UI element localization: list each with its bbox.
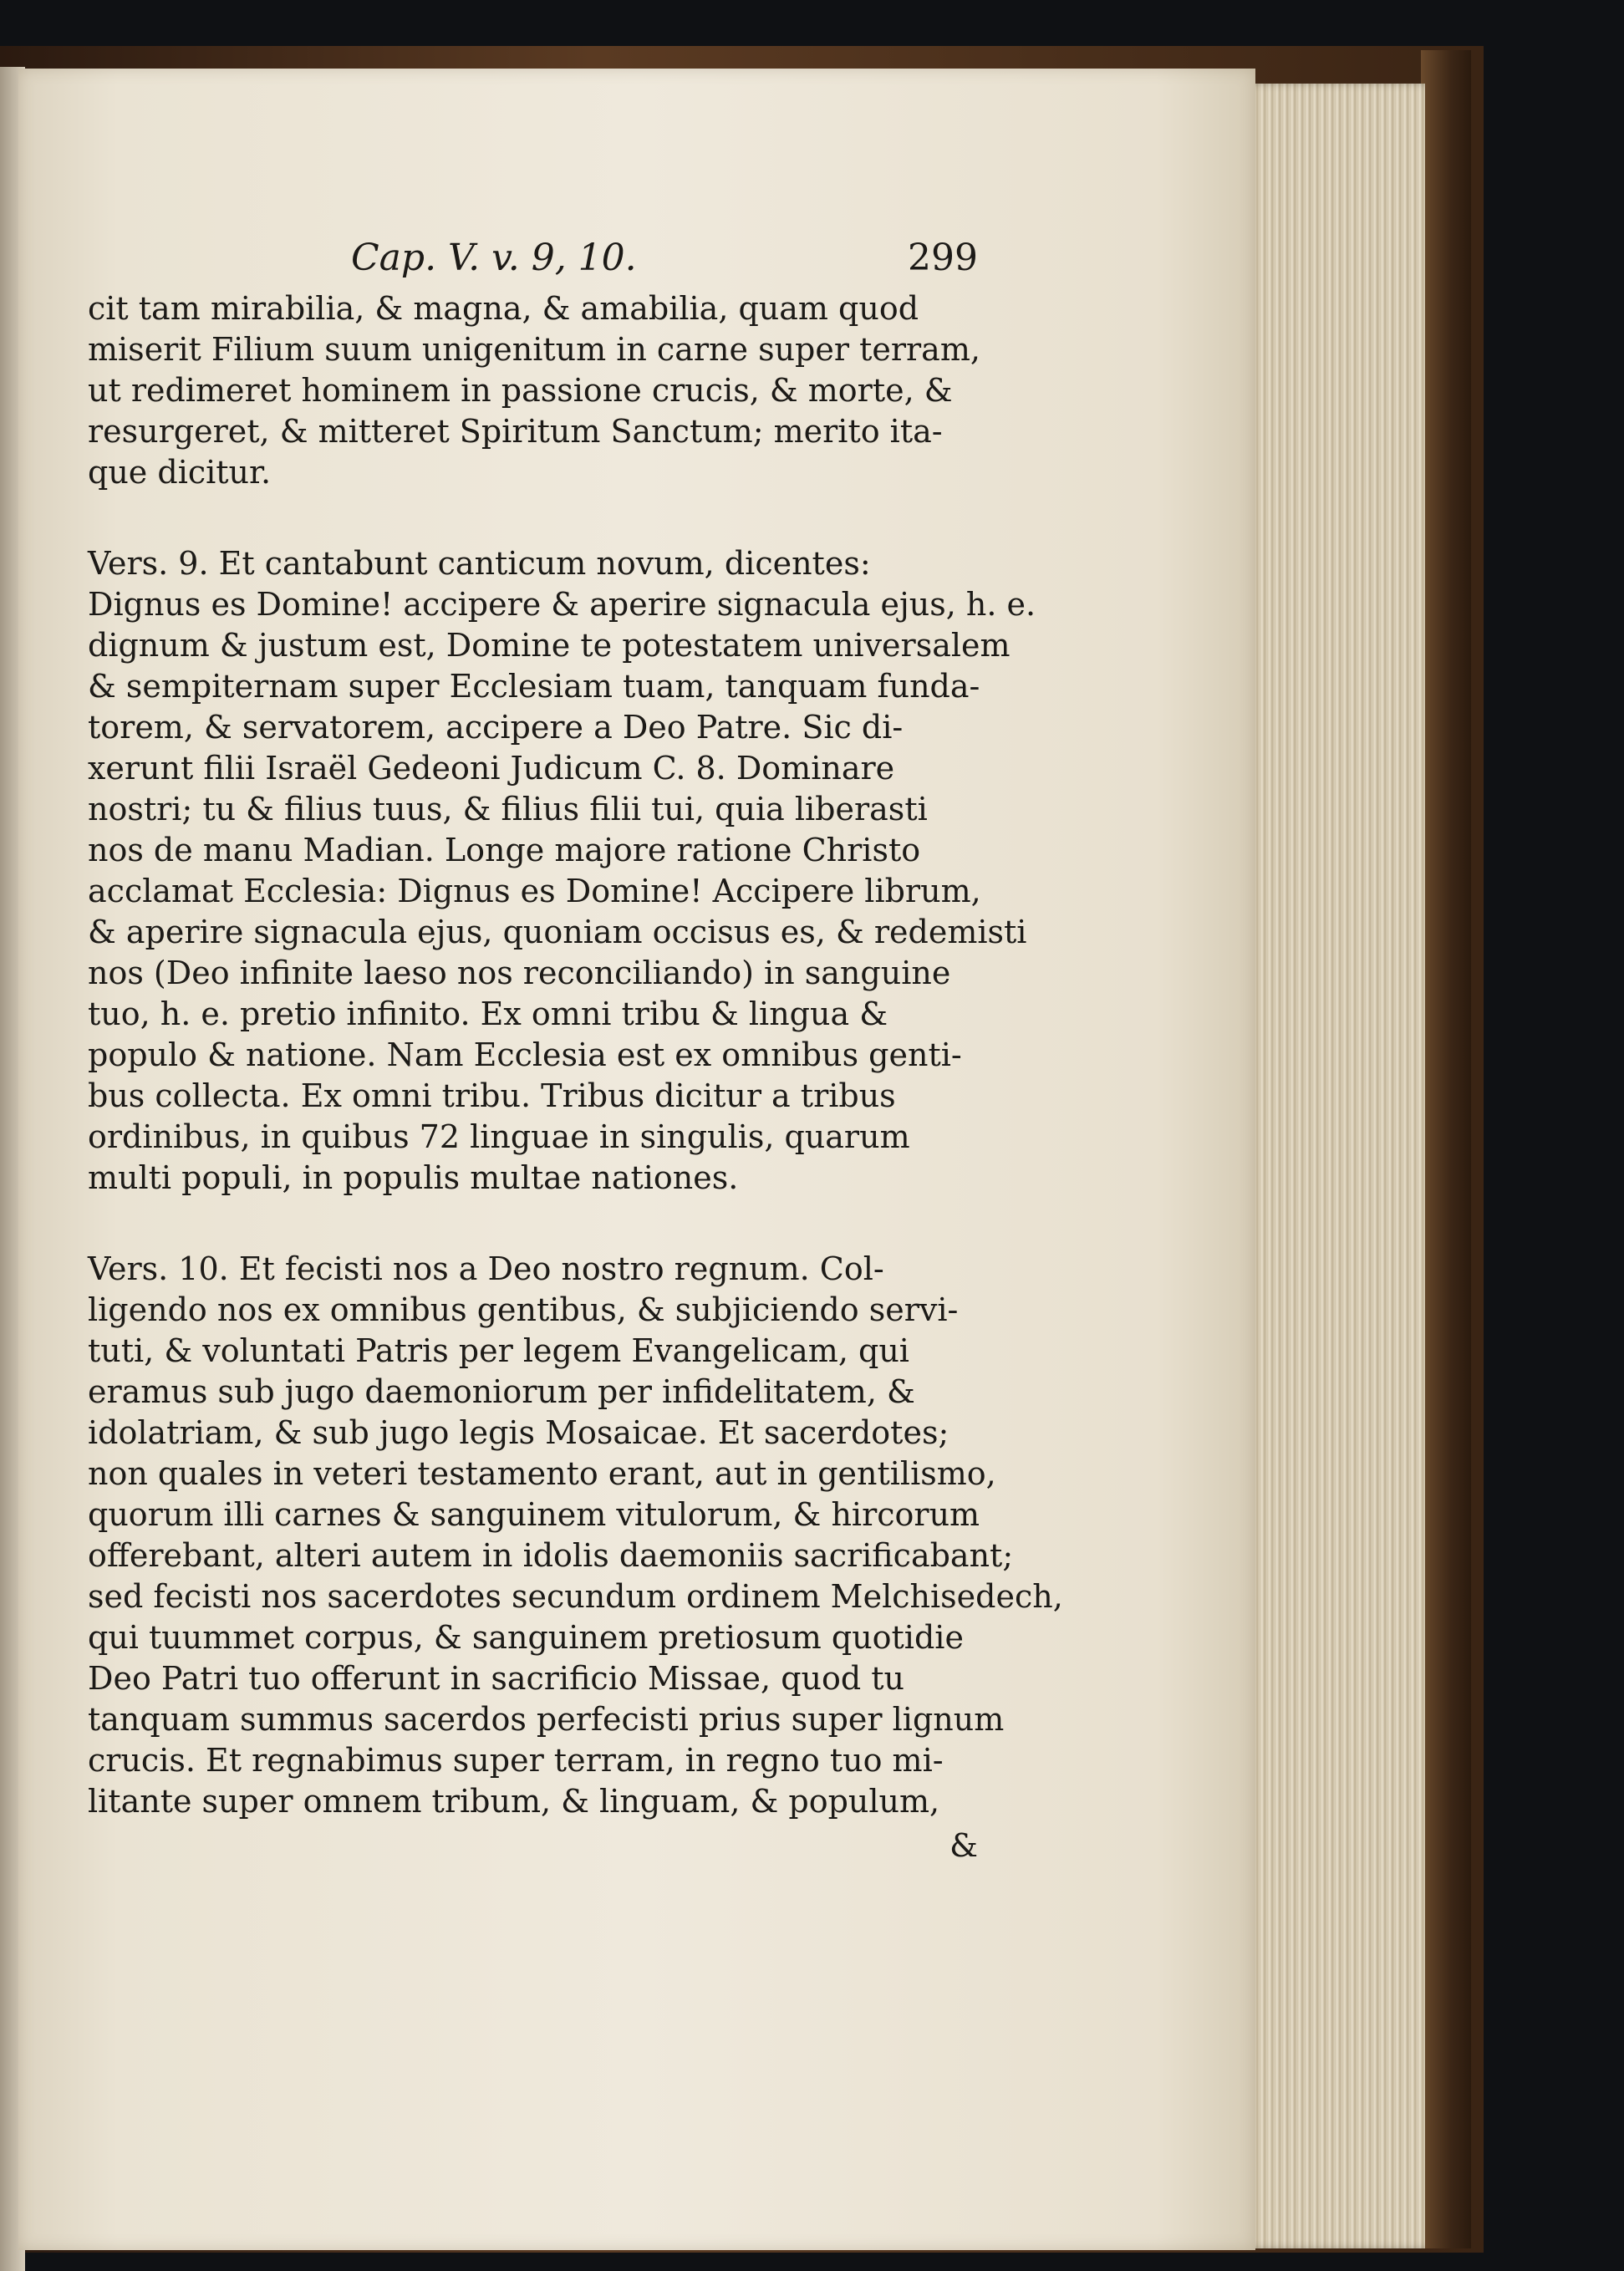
text-line: crucis. Et regnabimus super terram, in regno tuo mi- bbox=[88, 1742, 944, 1779]
page-text bbox=[88, 230, 1063, 1864]
running-title: Cap. V. v. 9, 10. bbox=[351, 237, 637, 279]
running-head bbox=[88, 230, 978, 288]
text-line: torem, & servatorem, accipere a Deo Patre. Sic di- bbox=[88, 709, 904, 746]
text-line: Deo Patri tuo offerunt in sacrificio Missae, quod tu bbox=[88, 1660, 905, 1697]
text-line: ut redimeret hominem in passione crucis, & morte, & bbox=[88, 372, 953, 409]
page-number: 299 bbox=[908, 237, 978, 279]
text-line: tuti, & voluntati Patris per legem Evangelicam, qui bbox=[88, 1332, 909, 1369]
page-block-edges bbox=[1237, 84, 1425, 2248]
catchword: & bbox=[949, 1827, 978, 1864]
paragraph-gap bbox=[88, 493, 978, 543]
text-line: ligendo nos ex omnibus gentibus, & subjiciendo servi- bbox=[88, 1291, 959, 1328]
text-line: & sempiternam super Ecclesiam tuam, tanquam funda- bbox=[88, 668, 980, 705]
text-line: ordinibus, in quibus 72 linguae in singulis, quarum bbox=[88, 1118, 910, 1155]
paragraph-verse-9 bbox=[88, 543, 1036, 1199]
text-line: que dicitur. bbox=[88, 454, 272, 491]
text-line: Dignus es Domine! accipere & aperire signacula ejus, h. e. bbox=[88, 586, 1036, 623]
text-line: & aperire signacula ejus, quoniam occisus es, & redemisti bbox=[88, 914, 1027, 950]
text-line: nostri; tu & filius tuus, & filius filii tui, quia liberasti bbox=[88, 791, 928, 827]
text-line: acclamat Ecclesia: Dignus es Domine! Accipere librum, bbox=[88, 873, 981, 909]
book-cover-edge bbox=[1421, 50, 1471, 2248]
text-line: non quales in veteri testamento erant, aut in gentilismo, bbox=[88, 1455, 996, 1492]
text-line: tuo, h. e. pretio infinito. Ex omni tribu & lingua & bbox=[88, 995, 888, 1032]
text-line: offerebant, alteri autem in idolis daemoniis sacrificabant; bbox=[88, 1537, 1014, 1574]
text-line: eramus sub jugo daemoniorum per infidelitatem, & bbox=[88, 1373, 915, 1410]
text-line: xerunt filii Israël Gedeoni Judicum C. 8. Dominare bbox=[88, 750, 895, 787]
text-line: resurgeret, & mitteret Spiritum Sanctum; merito ita- bbox=[88, 413, 943, 450]
text-line: tanquam summus sacerdos perfecisti prius super lignum bbox=[88, 1701, 1005, 1738]
text-line: sed fecisti nos sacerdotes secundum ordinem Melchisedech, bbox=[88, 1578, 1063, 1615]
text-line: litante super omnem tribum, & linguam, & populum, bbox=[88, 1783, 940, 1820]
text-line: bus collecta. Ex omni tribu. Tribus dicitur a tribus bbox=[88, 1077, 896, 1114]
paragraph-1 bbox=[88, 288, 978, 493]
text-line: multi populi, in populis multae nationes. bbox=[88, 1159, 739, 1196]
text-line: dignum & justum est, Domine te potestatem universalem bbox=[88, 627, 1011, 664]
text-line: qui tuummet corpus, & sanguinem pretiosum quotidie bbox=[88, 1619, 964, 1656]
text-line: Vers. 9. Et cantabunt canticum novum, dicentes: bbox=[88, 545, 871, 582]
text-line: cit tam mirabilia, & magna, & amabilia, quam quod bbox=[88, 290, 919, 327]
text-line: Vers. 10. Et fecisti nos a Deo nostro regnum. Col- bbox=[88, 1250, 884, 1287]
text-line: populo & natione. Nam Ecclesia est ex omnibus genti- bbox=[88, 1036, 962, 1073]
text-line: nos (Deo infinite laeso nos reconciliando) in sanguine bbox=[88, 955, 951, 991]
text-line: nos de manu Madian. Longe majore ratione Christo bbox=[88, 832, 921, 868]
text-line: quorum illi carnes & sanguinem vitulorum, & hircorum bbox=[88, 1496, 980, 1533]
text-line: miserit Filium suum unigenitum in carne super terram, bbox=[88, 331, 980, 368]
paragraph-verse-10 bbox=[88, 1249, 1063, 1822]
text-line: idolatriam, & sub jugo legis Mosaicae. Et sacerdotes; bbox=[88, 1414, 949, 1451]
paragraph-gap bbox=[88, 1199, 978, 1249]
